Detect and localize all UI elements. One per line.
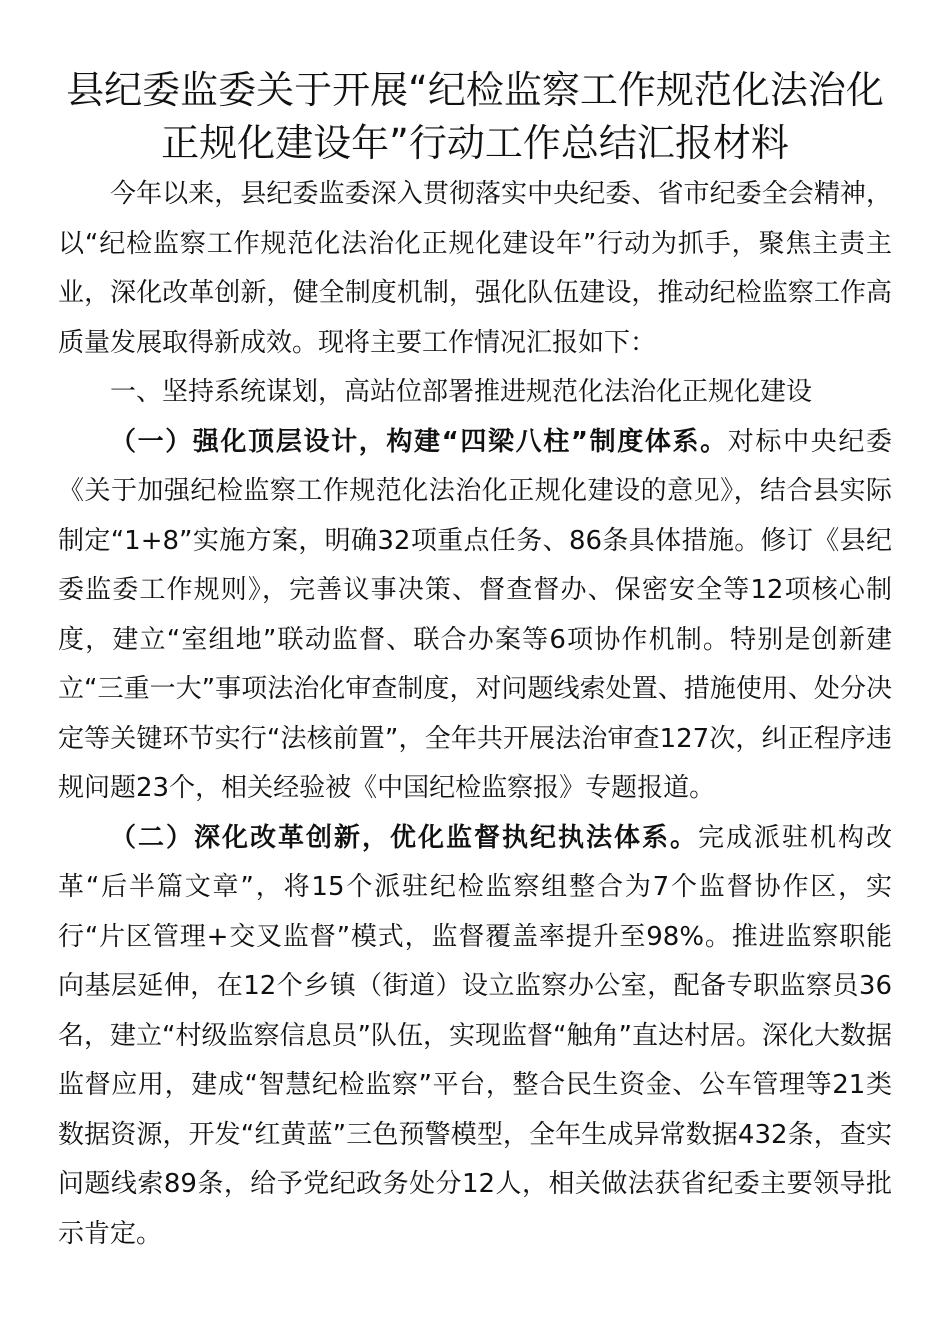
section-1-item-2-paragraph	[58, 814, 892, 1260]
section-1-item-1-paragraph	[58, 418, 892, 814]
section-1-heading: 一、坚持系统谋划，高站位部署推进规范化法治化正规化建设	[110, 377, 813, 407]
section-1-item-1-lead: （一）强化顶层设计，构建“四梁八柱”制度体系。	[110, 426, 728, 457]
section-1-item-2-lead: （二）深化改革创新，优化监督执纪执法体系。	[110, 822, 698, 853]
document-page	[58, 64, 892, 1259]
intro-paragraph: 今年以来，县纪委监委深入贯彻落实中央纪委、省市纪委全会精神，以“纪检监察工作规范化法治化正规化建设年”行动为抓手，聚焦主责主业，深化改革创新，健全制度机制，强化队伍建设，推动纪检监察工作高质量发展取得新成效。现将主要工作情况汇报如下：	[58, 179, 892, 358]
document-title: 县纪委监委关于开展“纪检监察工作规范化法治化正规化建设年”行动工作总结汇报材料	[66, 68, 884, 165]
section-1-item-1-body: 对标中央纪委《关于加强纪检监察工作规范化法治化正规化建设的意见》，结合县实际制定“1+8”实施方案，明确32项重点任务、86条具体措施。修订《县纪委监委工作规则》，完善议事决策、督查督办、保密安全等12项核心制度，建立“室组地”联动监督、联合办案等6项协作机制。特别是创新建立“三重一大”事项法治化审查制度，对问题线索处置、措施使用、处分决定等关键环节实行“法核前置”，全年共开展法治审查127次，纠正程序违规问题23个，相关经验被《中国纪检监察报》专题报道。	[58, 426, 892, 803]
section-1-item-2-body: 完成派驻机构改革“后半篇文章”，将15个派驻纪检监察组整合为7个监督协作区，实行“片区管理+交叉监督”模式，监督覆盖率提升至98%。推进监察职能向基层延伸，在12个乡镇（街道）设立监察办公室，配备专职监察员36名，建立“村级监察信息员”队伍，实现监督“触角”直达村居。深化大数据监督应用，建成“智慧纪检监察”平台，整合民生资金、公车管理等21类数据资源，开发“红黄蓝”三色预警模型，全年生成异常数据432条，查实问题线索89条，给予党纪政务处分12人，相关做法获省纪委主要领导批示肯定。	[58, 822, 892, 1249]
